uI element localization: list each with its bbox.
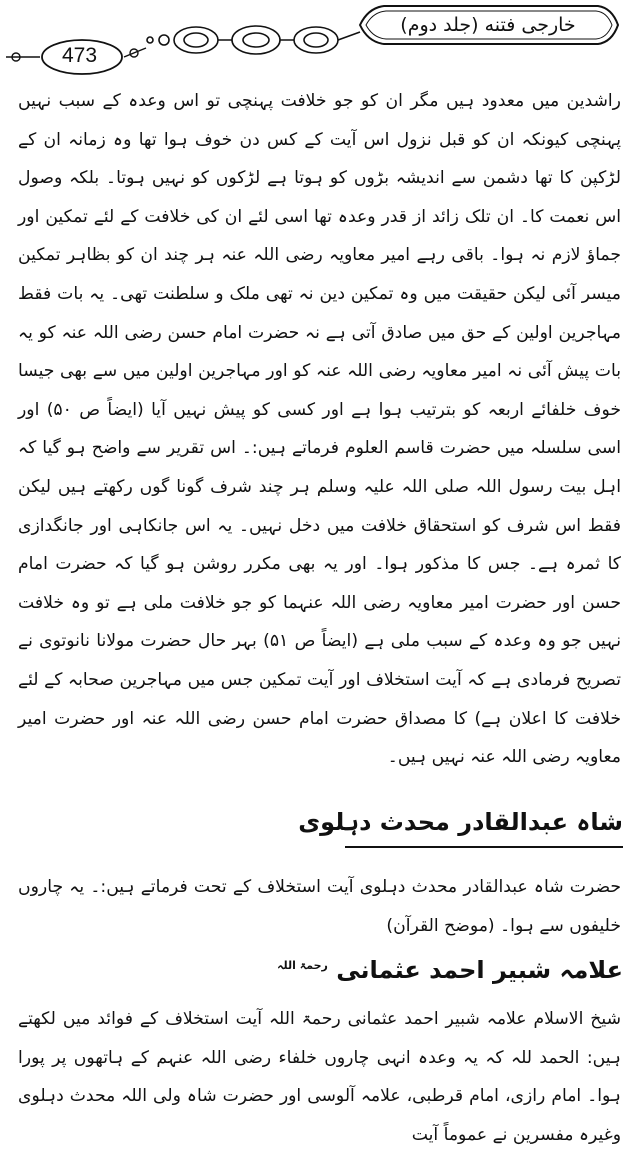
paragraph-text: راشدین میں معدود ہیں مگر ان کو جو خلافت پہنچی تو اس وعدہ کے سبب نہیں پہنچی کیونکہ ان کو قبل نزول اس آیت کے کس دن خوف ہوا تھا وہ زمانہ ان کے لڑکپن کا تھا دشمن سے اندیشہ بڑوں کو ہوتا ہے لڑکوں کو نہیں ہوتا۔ بلکہ وصول اس نعمت کا۔ ان تلک زائد از قدر وعدہ تھا اسی لئے ان کی خلافت کے لئے تمکین اور جماؤ لازم نہ ہوا۔ باقی رہے امیر معاویہ رضی اللہ عنہ ہر چند ان کو بظاہر تمکین میسر آئی لیکن حقیقت میں وہ تمکین دین نہ تھی ملک و سلطنت تھی۔ یہ بات فقط مہاجرین اولین کے حق میں صادق آتی ہے نہ حضرت امام حسن رضی اللہ عنہ کو یہ بات پیش آئی نہ امیر معاویہ رضی اللہ عنہ کو اور مہاجرین اولین میں سے بھی جیسا خوف خلفائے اربعہ کو بترتیب ہوا ہے اور کسی کو پیش نہیں آیا (ایضاً ص ۵۰) اور اسی سلسلہ میں حضرت قاسم العلوم فرماتے ہیں:۔ اس تقریر سے واضح ہو گیا کہ اہل بیت رسول اللہ صلی اللہ علیہ وسلم ہر چند شرف گونا گوں رکھتے ہیں لیکن فقط اس شرف کو استحقاق خلافت میں دخل نہیں۔ یہ اس جانکاہی اور جانگدازی کا ثمرہ ہے۔ جس کا مذکور ہوا۔ اور یہ بھی مکرر روشن ہو گیا کہ حضرت امام حسن اور حضرت امیر معاویہ رضی اللہ عنہما کو جو خلافت ملی ہے تو وہ خلافت نہیں جو وہ وعدہ کے سبب ملی ہے (ایضاً ص ۵۱) بہر حال حضرت مولانا نانوتوی نے تصریح فرمادی ہے کہ آیت استخلاف اور آیت تمکین جس میں مہاجرین صحابہ کے لئے خلافت کا اعلان ہے) کا مصداق حضرت امام حسن رضی اللہ عنہ اور حضرت امیر معاویہ رضی اللہ عنہ نہیں ہیں۔	[18, 91, 622, 768]
page-number: 473	[62, 44, 98, 67]
body-paragraph	[18, 82, 621, 777]
honorific: رحمۃ اللہ	[277, 959, 328, 972]
section-heading	[277, 956, 623, 984]
section-heading: شاہ عبدالقادر محدث دہلوی	[298, 808, 623, 836]
body-paragraph	[18, 1000, 621, 1154]
heading-underline	[345, 846, 623, 848]
heading-text: علامہ شبیر احمد عثمانی	[336, 956, 623, 984]
paragraph-text: شیخ الاسلام علامہ شبیر احمد عثمانی رحمۃ اللہ آیت استخلاف کے فوائد میں لکھتے ہیں: الحمد للہ کہ یہ وعدہ انہی چاروں خلفاء رضی اللہ عنہم کے ہاتھوں پر پورا ہوا۔ امام رازی، امام قرطبی، علامہ آلوسی اور حضرت شاہ ولی اللہ محدث دہلوی وغیرہ مفسرین نے عموماً آیت	[18, 1009, 621, 1145]
running-title: خارجی فتنه (جلد دوم)	[400, 14, 576, 36]
paragraph-text: حضرت شاہ عبدالقادر محدث دہلوی آیت استخلاف کے تحت فرماتے ہیں:۔ یہ چاروں خلیفوں سے ہوا۔ (موضح القرآن)	[18, 877, 621, 936]
body-paragraph	[18, 868, 621, 945]
page-header	[0, 0, 643, 80]
ornament-chain	[147, 26, 360, 54]
